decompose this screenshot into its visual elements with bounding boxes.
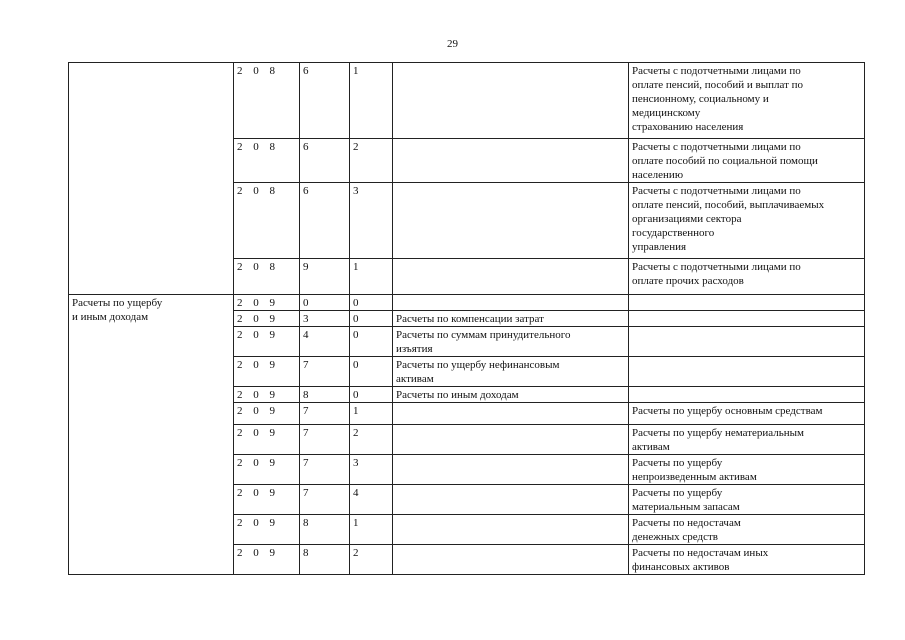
code-cell: 2 0 8 (234, 63, 300, 139)
sub-cell: 4 (300, 327, 350, 357)
description-cell (393, 295, 629, 311)
code-cell: 2 0 9 (234, 515, 300, 545)
detail-description-cell (629, 387, 865, 403)
sub-cell: 7 (300, 425, 350, 455)
description-cell: Расчеты по ущербу нефинансовым активам (393, 357, 629, 387)
code-cell: 2 0 9 (234, 425, 300, 455)
sub2-cell: 1 (350, 403, 393, 425)
detail-description-cell: Расчеты с подотчетными лицами по оплате пенсий, пособий и выплат по пенсионному, социальному и медицинскому страхованию населения (629, 63, 865, 139)
sub-cell: 8 (300, 387, 350, 403)
sub2-cell: 3 (350, 455, 393, 485)
page-number: 29 (447, 38, 458, 50)
sub-cell: 7 (300, 357, 350, 387)
code-cell: 2 0 9 (234, 455, 300, 485)
group-cell-empty (69, 63, 234, 295)
description-cell (393, 259, 629, 295)
group-cell: Расчеты по ущербу и иным доходам (69, 295, 234, 575)
code-cell: 2 0 8 (234, 139, 300, 183)
sub-cell: 7 (300, 455, 350, 485)
sub-cell: 8 (300, 515, 350, 545)
detail-description-cell: Расчеты по недостачам иных финансовых активов (629, 545, 865, 575)
code-cell: 2 0 9 (234, 403, 300, 425)
sub2-cell: 0 (350, 295, 393, 311)
code-cell: 2 0 9 (234, 327, 300, 357)
detail-description-cell: Расчеты по недостачам денежных средств (629, 515, 865, 545)
code-cell: 2 0 8 (234, 183, 300, 259)
sub-cell: 7 (300, 403, 350, 425)
code-cell: 2 0 9 (234, 311, 300, 327)
description-cell (393, 183, 629, 259)
detail-description-cell: Расчеты с подотчетными лицами по оплате прочих расходов (629, 259, 865, 295)
sub2-cell: 2 (350, 139, 393, 183)
detail-description-cell (629, 357, 865, 387)
description-cell (393, 455, 629, 485)
code-cell: 2 0 9 (234, 485, 300, 515)
code-cell: 2 0 9 (234, 295, 300, 311)
sub-cell: 0 (300, 295, 350, 311)
accounts-table-body (69, 63, 865, 575)
sub2-cell: 0 (350, 327, 393, 357)
sub2-cell: 1 (350, 259, 393, 295)
detail-description-cell: Расчеты по ущербу нематериальным активам (629, 425, 865, 455)
description-cell: Расчеты по иным доходам (393, 387, 629, 403)
detail-description-cell: Расчеты с подотчетными лицами по оплате пенсий, пособий, выплачиваемых организациями сектора государственного управления (629, 183, 865, 259)
detail-description-cell (629, 295, 865, 311)
sub2-cell: 0 (350, 311, 393, 327)
table-row (69, 63, 865, 139)
description-cell (393, 403, 629, 425)
sub2-cell: 1 (350, 63, 393, 139)
sub2-cell: 0 (350, 387, 393, 403)
sub-cell: 6 (300, 183, 350, 259)
description-cell (393, 545, 629, 575)
sub2-cell: 2 (350, 425, 393, 455)
description-cell: Расчеты по компенсации затрат (393, 311, 629, 327)
sub-cell: 6 (300, 139, 350, 183)
description-cell (393, 485, 629, 515)
detail-description-cell (629, 311, 865, 327)
description-cell (393, 515, 629, 545)
description-cell (393, 139, 629, 183)
sub-cell: 6 (300, 63, 350, 139)
sub2-cell: 1 (350, 515, 393, 545)
accounts-table (68, 62, 865, 575)
sub2-cell: 4 (350, 485, 393, 515)
code-cell: 2 0 9 (234, 357, 300, 387)
description-cell (393, 425, 629, 455)
sub2-cell: 0 (350, 357, 393, 387)
sub-cell: 7 (300, 485, 350, 515)
detail-description-cell (629, 327, 865, 357)
detail-description-cell: Расчеты по ущербу основным средствам (629, 403, 865, 425)
sub-cell: 3 (300, 311, 350, 327)
detail-description-cell: Расчеты по ущербу материальным запасам (629, 485, 865, 515)
sub-cell: 8 (300, 545, 350, 575)
description-cell: Расчеты по суммам принудительного изъятия (393, 327, 629, 357)
description-cell (393, 63, 629, 139)
sub2-cell: 3 (350, 183, 393, 259)
sub-cell: 9 (300, 259, 350, 295)
code-cell: 2 0 8 (234, 259, 300, 295)
detail-description-cell: Расчеты с подотчетными лицами по оплате пособий по социальной помощи населению (629, 139, 865, 183)
sub2-cell: 2 (350, 545, 393, 575)
table-row (69, 295, 865, 311)
detail-description-cell: Расчеты по ущербу непроизведенным активам (629, 455, 865, 485)
code-cell: 2 0 9 (234, 387, 300, 403)
code-cell: 2 0 9 (234, 545, 300, 575)
